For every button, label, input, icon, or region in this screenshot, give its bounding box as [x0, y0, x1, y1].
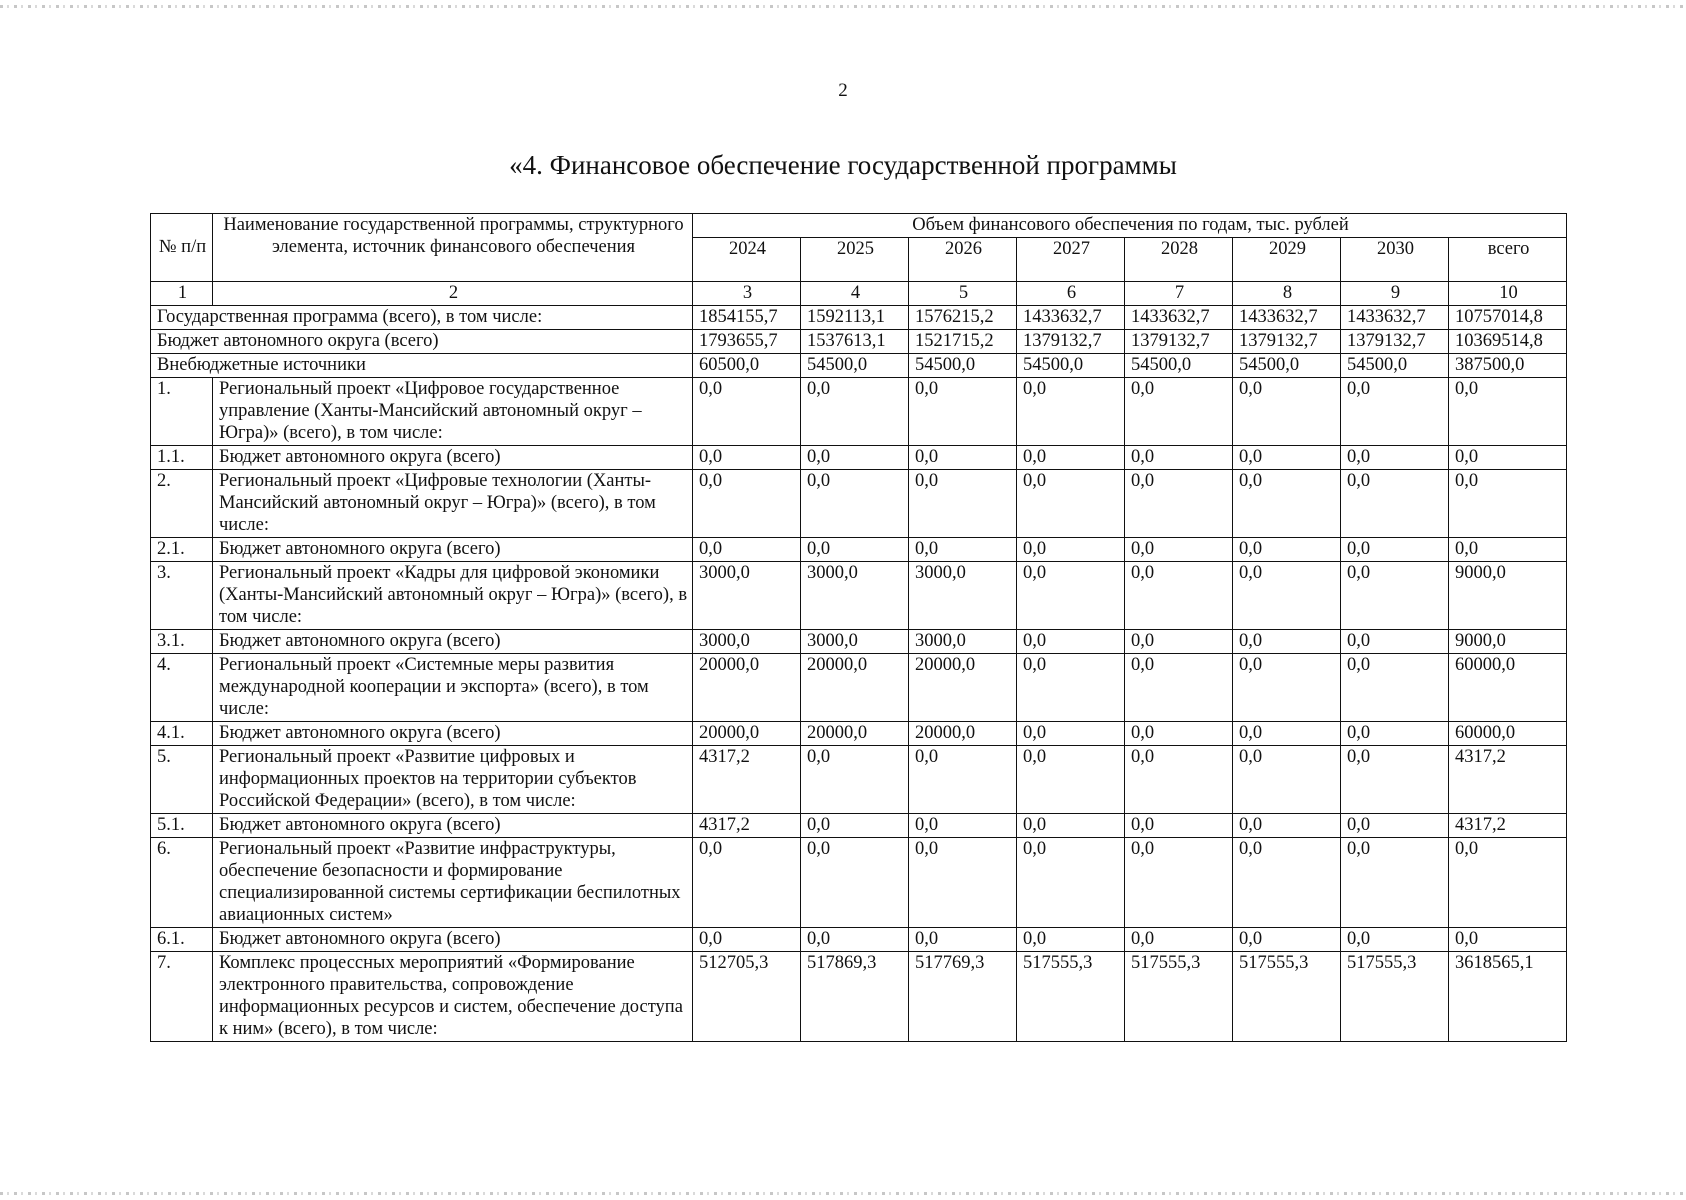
- header-num: № п/п: [151, 214, 213, 282]
- value-cell: 0,0: [909, 746, 1017, 814]
- value-cell: 0,0: [693, 928, 801, 952]
- value-cell: 0,0: [1341, 814, 1449, 838]
- value-cell: 0,0: [1341, 838, 1449, 928]
- table-row: [151, 446, 1567, 470]
- value-cell: 1793655,7: [693, 330, 801, 354]
- header-year: 2029: [1233, 238, 1341, 282]
- value-cell: 1537613,1: [801, 330, 909, 354]
- value-cell: 0,0: [1341, 630, 1449, 654]
- scan-edge-top: [0, 5, 1686, 8]
- value-cell: 0,0: [909, 928, 1017, 952]
- financing-table: [150, 213, 1567, 1042]
- value-cell: 0,0: [909, 838, 1017, 928]
- value-cell: 1379132,7: [1125, 330, 1233, 354]
- value-cell: 3000,0: [909, 630, 1017, 654]
- value-cell: 0,0: [1449, 378, 1567, 446]
- value-cell: 60500,0: [693, 354, 801, 378]
- value-cell: 3000,0: [801, 562, 909, 630]
- value-cell: 0,0: [1341, 928, 1449, 952]
- value-cell: 3618565,1: [1449, 952, 1567, 1042]
- value-cell: 1592113,1: [801, 306, 909, 330]
- value-cell: 0,0: [1017, 654, 1125, 722]
- value-cell: 0,0: [1233, 562, 1341, 630]
- value-cell: 20000,0: [693, 722, 801, 746]
- row-number: 6.1.: [151, 928, 213, 952]
- value-cell: 0,0: [1017, 722, 1125, 746]
- row-number: 7.: [151, 952, 213, 1042]
- value-cell: 1433632,7: [1017, 306, 1125, 330]
- value-cell: 0,0: [1233, 654, 1341, 722]
- column-number: 8: [1233, 282, 1341, 306]
- value-cell: 0,0: [1125, 654, 1233, 722]
- value-cell: 0,0: [1125, 838, 1233, 928]
- table-header: [151, 214, 1567, 306]
- table-row: [151, 928, 1567, 952]
- row-name: Бюджет автономного округа (всего): [213, 630, 693, 654]
- value-cell: 0,0: [693, 470, 801, 538]
- summary-label: Внебюджетные источники: [151, 354, 693, 378]
- value-cell: 60000,0: [1449, 654, 1567, 722]
- value-cell: 0,0: [1125, 928, 1233, 952]
- table-row: [151, 838, 1567, 928]
- value-cell: 9000,0: [1449, 630, 1567, 654]
- value-cell: 0,0: [1125, 630, 1233, 654]
- row-name: Бюджет автономного округа (всего): [213, 446, 693, 470]
- value-cell: 0,0: [1233, 722, 1341, 746]
- value-cell: 0,0: [693, 838, 801, 928]
- value-cell: 512705,3: [693, 952, 801, 1042]
- value-cell: 0,0: [693, 538, 801, 562]
- value-cell: 0,0: [801, 470, 909, 538]
- value-cell: 54500,0: [1125, 354, 1233, 378]
- value-cell: 54500,0: [801, 354, 909, 378]
- value-cell: 0,0: [1017, 378, 1125, 446]
- table-row: [151, 746, 1567, 814]
- value-cell: 54500,0: [1341, 354, 1449, 378]
- value-cell: 0,0: [909, 470, 1017, 538]
- value-cell: 1433632,7: [1233, 306, 1341, 330]
- row-number: 2.1.: [151, 538, 213, 562]
- header-name: Наименование государственной программы, структурного элемента, источник финансового обеспечения: [213, 214, 693, 282]
- row-name: Региональный проект «Цифровые технологии (Ханты-Мансийский автономный округ – Югра)» (всего), в том числе:: [213, 470, 693, 538]
- value-cell: 517769,3: [909, 952, 1017, 1042]
- column-number: 9: [1341, 282, 1449, 306]
- value-cell: 20000,0: [909, 722, 1017, 746]
- value-cell: 0,0: [1449, 470, 1567, 538]
- header-year: 2026: [909, 238, 1017, 282]
- value-cell: 0,0: [909, 814, 1017, 838]
- value-cell: 0,0: [909, 538, 1017, 562]
- value-cell: 10757014,8: [1449, 306, 1567, 330]
- value-cell: 0,0: [1233, 630, 1341, 654]
- row-name: Региональный проект «Развитие цифровых и информационных проектов на территории субъектов Российской Федерации» (всего), в том числе:: [213, 746, 693, 814]
- value-cell: 3000,0: [693, 630, 801, 654]
- table-row: [151, 952, 1567, 1042]
- value-cell: 0,0: [1017, 538, 1125, 562]
- row-name: Региональный проект «Цифровое государственное управление (Ханты-Мансийский автономный округ – Югра)» (всего), в том числе:: [213, 378, 693, 446]
- value-cell: 4317,2: [693, 746, 801, 814]
- value-cell: 0,0: [1233, 470, 1341, 538]
- row-number: 1.1.: [151, 446, 213, 470]
- row-number: 6.: [151, 838, 213, 928]
- column-number: 10: [1449, 282, 1567, 306]
- value-cell: 1433632,7: [1125, 306, 1233, 330]
- value-cell: 0,0: [1449, 446, 1567, 470]
- value-cell: 0,0: [801, 838, 909, 928]
- row-number: 4.: [151, 654, 213, 722]
- header-total: всего: [1449, 238, 1567, 282]
- value-cell: 0,0: [1449, 838, 1567, 928]
- value-cell: 1521715,2: [909, 330, 1017, 354]
- table-row: [151, 630, 1567, 654]
- column-number: 6: [1017, 282, 1125, 306]
- value-cell: 60000,0: [1449, 722, 1567, 746]
- value-cell: 0,0: [909, 446, 1017, 470]
- column-number: 7: [1125, 282, 1233, 306]
- value-cell: 0,0: [801, 814, 909, 838]
- value-cell: 0,0: [1125, 746, 1233, 814]
- value-cell: 0,0: [1233, 746, 1341, 814]
- value-cell: 54500,0: [909, 354, 1017, 378]
- summary-row: [151, 330, 1567, 354]
- table-row: [151, 378, 1567, 446]
- value-cell: 0,0: [801, 378, 909, 446]
- value-cell: 0,0: [909, 378, 1017, 446]
- column-number: 1: [151, 282, 213, 306]
- value-cell: 20000,0: [909, 654, 1017, 722]
- value-cell: 0,0: [1125, 562, 1233, 630]
- value-cell: 0,0: [1017, 838, 1125, 928]
- value-cell: 0,0: [693, 378, 801, 446]
- value-cell: 54500,0: [1233, 354, 1341, 378]
- header-volume: Объем финансового обеспечения по годам, тыс. рублей: [693, 214, 1567, 238]
- value-cell: 0,0: [1233, 838, 1341, 928]
- row-name: Бюджет автономного округа (всего): [213, 928, 693, 952]
- value-cell: 20000,0: [693, 654, 801, 722]
- value-cell: 0,0: [1233, 928, 1341, 952]
- value-cell: 0,0: [801, 928, 909, 952]
- value-cell: 3000,0: [693, 562, 801, 630]
- value-cell: 387500,0: [1449, 354, 1567, 378]
- value-cell: 0,0: [801, 446, 909, 470]
- value-cell: 4317,2: [693, 814, 801, 838]
- value-cell: 0,0: [1341, 470, 1449, 538]
- value-cell: 0,0: [1233, 814, 1341, 838]
- value-cell: 0,0: [1125, 814, 1233, 838]
- value-cell: 0,0: [1125, 538, 1233, 562]
- summary-label: Государственная программа (всего), в том числе:: [151, 306, 693, 330]
- value-cell: 0,0: [1449, 928, 1567, 952]
- value-cell: 0,0: [1125, 722, 1233, 746]
- value-cell: 3000,0: [801, 630, 909, 654]
- value-cell: 0,0: [1233, 538, 1341, 562]
- row-number: 1.: [151, 378, 213, 446]
- row-number: 5.: [151, 746, 213, 814]
- row-number: 2.: [151, 470, 213, 538]
- value-cell: 0,0: [1341, 446, 1449, 470]
- header-year: 2027: [1017, 238, 1125, 282]
- document-title: «4. Финансовое обеспечение государственной программы: [509, 150, 1177, 180]
- value-cell: 3000,0: [909, 562, 1017, 630]
- value-cell: 517555,3: [1233, 952, 1341, 1042]
- value-cell: 0,0: [1017, 746, 1125, 814]
- table-row: [151, 538, 1567, 562]
- value-cell: 0,0: [1341, 654, 1449, 722]
- scan-edge-bottom: [0, 1192, 1686, 1195]
- value-cell: 1433632,7: [1341, 306, 1449, 330]
- value-cell: 0,0: [1341, 722, 1449, 746]
- value-cell: 0,0: [801, 538, 909, 562]
- value-cell: 1854155,7: [693, 306, 801, 330]
- value-cell: 1379132,7: [1017, 330, 1125, 354]
- row-name: Бюджет автономного округа (всего): [213, 538, 693, 562]
- column-number-row: [151, 282, 1567, 306]
- row-name: Бюджет автономного округа (всего): [213, 814, 693, 838]
- value-cell: 54500,0: [1017, 354, 1125, 378]
- summary-row: [151, 306, 1567, 330]
- row-name: Региональный проект «Развитие инфраструктуры, обеспечение безопасности и формирование специализированной системы сертификации беспилотных авиационных систем»: [213, 838, 693, 928]
- value-cell: 517555,3: [1341, 952, 1449, 1042]
- table-row: [151, 470, 1567, 538]
- row-number: 3.1.: [151, 630, 213, 654]
- value-cell: 0,0: [1125, 446, 1233, 470]
- value-cell: 0,0: [1341, 562, 1449, 630]
- value-cell: 0,0: [1017, 630, 1125, 654]
- table-row: [151, 814, 1567, 838]
- value-cell: 1379132,7: [1341, 330, 1449, 354]
- header-year: 2030: [1341, 238, 1449, 282]
- value-cell: 0,0: [1017, 928, 1125, 952]
- value-cell: 0,0: [801, 746, 909, 814]
- row-name: Региональный проект «Системные меры развития международной кооперации и экспорта» (всего), в том числе:: [213, 654, 693, 722]
- row-name: Комплекс процессных мероприятий «Формирование электронного правительства, сопровождение информационных ресурсов и систем, обеспечение доступа к ним» (всего), в том числе:: [213, 952, 693, 1042]
- summary-row: [151, 354, 1567, 378]
- table-row: [151, 562, 1567, 630]
- row-number: 4.1.: [151, 722, 213, 746]
- value-cell: 0,0: [1017, 562, 1125, 630]
- row-number: 3.: [151, 562, 213, 630]
- value-cell: 9000,0: [1449, 562, 1567, 630]
- value-cell: 20000,0: [801, 654, 909, 722]
- value-cell: 517869,3: [801, 952, 909, 1042]
- table-row: [151, 654, 1567, 722]
- summary-rows: [151, 306, 1567, 378]
- value-cell: 20000,0: [801, 722, 909, 746]
- header-year: 2024: [693, 238, 801, 282]
- detail-rows: [151, 378, 1567, 1042]
- column-number: 4: [801, 282, 909, 306]
- column-number: 3: [693, 282, 801, 306]
- value-cell: 0,0: [1017, 470, 1125, 538]
- header-year: 2025: [801, 238, 909, 282]
- column-number: 5: [909, 282, 1017, 306]
- value-cell: 4317,2: [1449, 746, 1567, 814]
- value-cell: 0,0: [1017, 446, 1125, 470]
- value-cell: 517555,3: [1017, 952, 1125, 1042]
- value-cell: 517555,3: [1125, 952, 1233, 1042]
- value-cell: 0,0: [1233, 446, 1341, 470]
- column-number: 2: [213, 282, 693, 306]
- summary-label: Бюджет автономного округа (всего): [151, 330, 693, 354]
- value-cell: 0,0: [1341, 378, 1449, 446]
- value-cell: 0,0: [1125, 378, 1233, 446]
- value-cell: 1576215,2: [909, 306, 1017, 330]
- value-cell: 0,0: [1449, 538, 1567, 562]
- value-cell: 0,0: [1017, 814, 1125, 838]
- row-number: 5.1.: [151, 814, 213, 838]
- table-row: [151, 722, 1567, 746]
- value-cell: 0,0: [1341, 746, 1449, 814]
- header-year: 2028: [1125, 238, 1233, 282]
- page-number: 2: [838, 80, 848, 101]
- value-cell: 1379132,7: [1233, 330, 1341, 354]
- value-cell: 0,0: [1341, 538, 1449, 562]
- value-cell: 0,0: [1233, 378, 1341, 446]
- value-cell: 0,0: [1125, 470, 1233, 538]
- value-cell: 0,0: [693, 446, 801, 470]
- value-cell: 10369514,8: [1449, 330, 1567, 354]
- row-name: Бюджет автономного округа (всего): [213, 722, 693, 746]
- row-name: Региональный проект «Кадры для цифровой экономики (Ханты-Мансийский автономный округ – Югра)» (всего), в том числе:: [213, 562, 693, 630]
- value-cell: 4317,2: [1449, 814, 1567, 838]
